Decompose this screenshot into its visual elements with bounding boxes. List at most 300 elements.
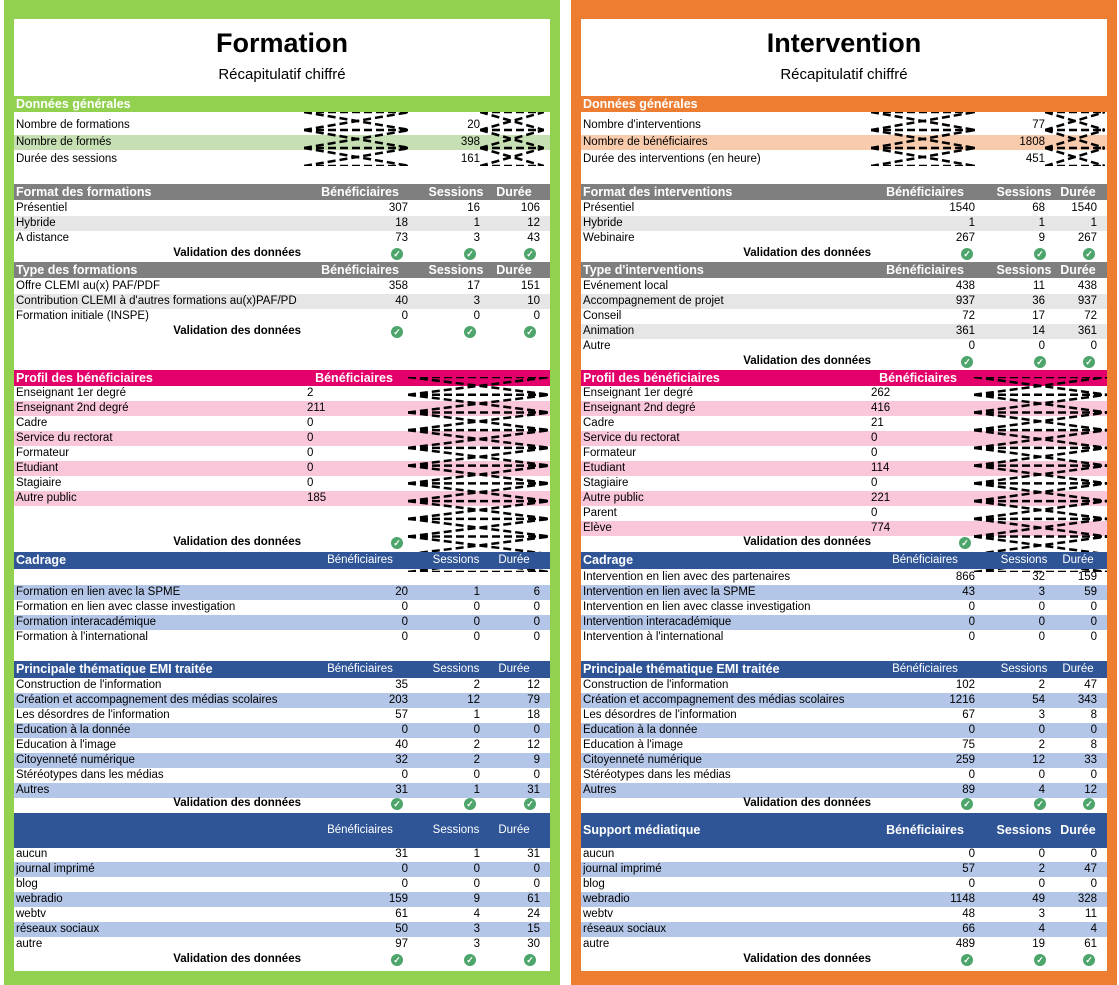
section-header <box>14 813 550 848</box>
table-row <box>581 708 1107 723</box>
row-label: Autre public <box>583 492 644 504</box>
row-label: Présentiel <box>583 202 635 214</box>
row-value: 89 <box>962 784 975 796</box>
row-value: 416 <box>871 402 891 414</box>
table-row <box>581 877 1107 892</box>
row-value: 358 <box>388 280 408 292</box>
table-row <box>581 324 1107 339</box>
row-value: 40 <box>395 739 408 751</box>
row-label: Formateur <box>16 447 70 459</box>
row-value: 438 <box>955 280 975 292</box>
sheet-subtitle: Récapitulatif chiffré <box>780 66 908 83</box>
table-row <box>14 768 550 783</box>
row-label: Nombre d'interventions <box>583 119 701 131</box>
column-header: Bénéficiaires <box>327 663 393 675</box>
validation-label: Validation des données <box>173 797 301 809</box>
row-value: 185 <box>307 492 327 504</box>
row-value: 328 <box>1077 893 1097 905</box>
validation-label: Validation des données <box>173 953 301 965</box>
row-value: 10 <box>527 295 540 307</box>
row-label: Elève <box>583 522 612 534</box>
row-value: 2 <box>473 754 480 766</box>
check-icon: ✓ <box>524 326 536 338</box>
section-header <box>581 552 1107 569</box>
check-icon: ✓ <box>391 954 403 966</box>
row-value: 67 <box>962 709 975 721</box>
column-header: Durée <box>498 824 530 836</box>
row-value: 1216 <box>949 694 975 706</box>
check-icon: ✓ <box>961 248 973 260</box>
check-icon: ✓ <box>961 954 973 966</box>
row-label: Stagiaire <box>583 477 629 489</box>
row-label: Nombre de formés <box>16 136 112 148</box>
row-label: Nombre de formations <box>16 119 130 131</box>
column-header: Durée <box>1062 663 1094 675</box>
row-label: blog <box>16 878 38 890</box>
table-row <box>14 847 550 862</box>
row-value: 0 <box>968 848 975 860</box>
column-header: Sessions <box>432 824 480 836</box>
row-value: 0 <box>533 769 540 781</box>
row-label: réseaux sociaux <box>16 923 100 935</box>
row-value: 9 <box>533 754 540 766</box>
row-value: 0 <box>871 477 878 489</box>
row-label: Intervention en lien avec la SPME <box>583 586 756 598</box>
table-row <box>581 738 1107 753</box>
section-header <box>14 184 550 200</box>
row-value: 937 <box>1077 295 1097 307</box>
table-row <box>581 339 1107 354</box>
section-header <box>581 96 1107 112</box>
table-row <box>14 738 550 753</box>
column-header: Durée <box>1060 263 1096 277</box>
intervention-panel <box>571 0 1117 985</box>
row-value: 0 <box>1090 601 1097 613</box>
row-label: Construction de l'information <box>16 679 162 691</box>
row-label: Durée des interventions (en heure) <box>583 153 761 165</box>
row-value: 32 <box>395 754 408 766</box>
row-value: 0 <box>1038 631 1045 643</box>
row-value: 0 <box>871 432 878 444</box>
row-value: 43 <box>962 586 975 598</box>
row-value: 20 <box>467 119 480 131</box>
validation-label: Validation des données <box>743 536 871 548</box>
row-value: 0 <box>1038 769 1045 781</box>
row-value: 307 <box>388 202 408 214</box>
column-header: Durée <box>1060 185 1096 199</box>
column-header: Durée <box>498 663 530 675</box>
row-label: Intervention interacadémique <box>583 616 732 628</box>
row-label: Evénement local <box>583 280 669 292</box>
row-label: Citoyenneté numérique <box>16 754 135 766</box>
row-label: webradio <box>583 893 630 905</box>
row-value: 21 <box>871 417 884 429</box>
row-value: 267 <box>1077 232 1097 244</box>
check-icon: ✓ <box>1083 954 1095 966</box>
crossed-out-cells <box>480 112 544 166</box>
column-header: Bénéficiaires <box>886 823 964 837</box>
row-value: 0 <box>473 863 480 875</box>
row-label: webradio <box>16 893 63 905</box>
section-header <box>14 262 550 278</box>
row-value: 161 <box>460 153 480 165</box>
row-label: Enseignant 1er degré <box>583 387 693 399</box>
row-label: autre <box>16 938 43 950</box>
row-value: 31 <box>527 784 540 796</box>
row-label: Webinaire <box>583 232 635 244</box>
general-row <box>14 152 550 167</box>
row-value: 3 <box>1038 709 1045 721</box>
table-row <box>581 279 1107 294</box>
row-value: 31 <box>395 784 408 796</box>
check-icon: ✓ <box>391 248 403 260</box>
row-value: 0 <box>1038 848 1045 860</box>
table-row <box>581 937 1107 952</box>
row-value: 0 <box>307 417 314 429</box>
row-value: 1148 <box>950 893 975 905</box>
table-row <box>581 231 1107 246</box>
table-row <box>14 615 550 630</box>
section-title: Données générales <box>16 97 131 111</box>
row-label: Présentiel <box>16 202 68 214</box>
validation-label: Validation des données <box>743 247 871 259</box>
table-row <box>581 678 1107 693</box>
row-value: 12 <box>527 679 540 691</box>
validation-row <box>14 324 550 339</box>
row-value: 61 <box>1084 938 1097 950</box>
row-label: Education à la donnée <box>16 724 131 736</box>
row-value: 12 <box>467 694 480 706</box>
table-row <box>581 723 1107 738</box>
row-value: 32 <box>1032 571 1045 583</box>
section-header <box>14 661 550 678</box>
section-header <box>581 813 1107 848</box>
validation-row <box>14 535 550 550</box>
row-value: 15 <box>527 923 540 935</box>
row-value: 0 <box>1090 878 1097 890</box>
row-value: 0 <box>473 601 480 613</box>
row-value: 0 <box>401 769 408 781</box>
row-value: 0 <box>533 616 540 628</box>
row-label: Autre <box>583 340 611 352</box>
row-label: Formateur <box>583 447 637 459</box>
column-header: Durée <box>1062 554 1094 566</box>
check-icon: ✓ <box>391 326 403 338</box>
row-value: 102 <box>955 679 975 691</box>
column-header: Sessions <box>428 263 484 277</box>
row-label: Hybride <box>583 217 623 229</box>
row-value: 75 <box>962 739 975 751</box>
row-value: 1 <box>1038 217 1045 229</box>
validation-row <box>14 246 550 261</box>
check-icon: ✓ <box>391 798 403 810</box>
row-value: 221 <box>871 492 891 504</box>
row-value: 0 <box>401 631 408 643</box>
row-value: 361 <box>955 325 975 337</box>
row-value: 0 <box>533 310 540 322</box>
row-value: 262 <box>871 387 891 399</box>
row-value: 19 <box>1032 938 1045 950</box>
row-value: 59 <box>1084 586 1097 598</box>
row-value: 0 <box>533 631 540 643</box>
row-value: 50 <box>395 923 408 935</box>
row-value: 3 <box>473 232 480 244</box>
row-value: 0 <box>307 432 314 444</box>
row-value: 2 <box>307 387 314 399</box>
table-row <box>581 216 1107 231</box>
section-header <box>581 262 1107 278</box>
row-value: 40 <box>395 295 408 307</box>
row-value: 0 <box>307 447 314 459</box>
row-label: Parent <box>583 507 617 519</box>
row-value: 0 <box>401 863 408 875</box>
row-value: 73 <box>395 232 408 244</box>
row-value: 0 <box>401 724 408 736</box>
check-icon: ✓ <box>391 537 403 549</box>
row-value: 0 <box>968 878 975 890</box>
row-value: 0 <box>1038 340 1045 352</box>
row-value: 8 <box>1090 709 1097 721</box>
row-value: 866 <box>955 571 975 583</box>
row-value: 451 <box>1025 153 1045 165</box>
row-value: 0 <box>968 631 975 643</box>
row-value: 3 <box>473 295 480 307</box>
table-row <box>581 600 1107 615</box>
row-value: 151 <box>520 280 540 292</box>
table-row <box>14 678 550 693</box>
row-value: 77 <box>1032 119 1045 131</box>
validation-row <box>581 246 1107 261</box>
check-icon: ✓ <box>1083 248 1095 260</box>
row-value: 0 <box>1038 601 1045 613</box>
row-value: 1 <box>473 709 480 721</box>
row-value: 1540 <box>1071 202 1097 214</box>
row-value: 1 <box>473 586 480 598</box>
row-label: Formation en lien avec classe investigation <box>16 601 236 613</box>
crossed-out-cells <box>871 112 975 166</box>
table-row <box>14 294 550 309</box>
row-value: 2 <box>1038 679 1045 691</box>
row-label: Offre CLEMI au(x) PAF/PDF <box>16 280 160 292</box>
check-icon: ✓ <box>1034 798 1046 810</box>
row-value: 0 <box>968 616 975 628</box>
table-row <box>14 630 550 645</box>
row-value: 211 <box>307 402 326 414</box>
row-label: Hybride <box>16 217 56 229</box>
table-row <box>14 708 550 723</box>
row-label: Durée des sessions <box>16 153 117 165</box>
table-row <box>14 922 550 937</box>
row-value: 9 <box>473 893 480 905</box>
column-header: Bénéficiaires <box>892 663 958 675</box>
row-value: 0 <box>533 863 540 875</box>
row-label: Stéréotypes dans les médias <box>583 769 731 781</box>
crossed-out-cells <box>1045 112 1105 166</box>
right-sheet <box>581 19 1107 971</box>
check-icon: ✓ <box>524 248 536 260</box>
row-label: aucun <box>583 848 615 860</box>
general-row <box>14 118 550 133</box>
column-header: Bénéficiaires <box>886 263 964 277</box>
table-row <box>14 862 550 877</box>
row-label: Intervention en lien avec des partenaires <box>583 571 791 583</box>
general-row <box>581 135 1107 150</box>
row-label: Education à la donnée <box>583 724 698 736</box>
column-header: Bénéficiaires <box>879 371 957 385</box>
column-header: Durée <box>496 263 532 277</box>
section-title: Principale thématique EMI traitée <box>583 662 780 676</box>
row-value: 35 <box>395 679 408 691</box>
row-label: Stagiaire <box>16 477 62 489</box>
row-value: 0 <box>401 878 408 890</box>
row-value: 489 <box>955 938 975 950</box>
row-label: Cadre <box>16 417 48 429</box>
general-row <box>581 118 1107 133</box>
row-value: 68 <box>1032 202 1045 214</box>
row-label: journal imprimé <box>16 863 95 875</box>
row-value: 0 <box>871 447 878 459</box>
column-header: Durée <box>496 185 532 199</box>
table-row <box>14 907 550 922</box>
check-icon: ✓ <box>464 326 476 338</box>
row-value: 9 <box>1038 232 1045 244</box>
row-value: 12 <box>1032 754 1045 766</box>
row-value: 33 <box>1084 754 1097 766</box>
row-value: 0 <box>968 724 975 736</box>
row-value: 0 <box>1090 848 1097 860</box>
validation-label: Validation des données <box>173 536 301 548</box>
row-label: Service du rectorat <box>583 432 680 444</box>
column-header: Bénéficiaires <box>892 554 958 566</box>
row-value: 8 <box>1090 739 1097 751</box>
row-value: 14 <box>1032 325 1045 337</box>
column-header: Sessions <box>996 823 1052 837</box>
formation-panel <box>4 0 560 985</box>
row-value: 1808 <box>1019 136 1045 148</box>
row-label: Intervention en lien avec classe investigation <box>583 601 811 613</box>
row-value: 0 <box>1090 724 1097 736</box>
row-value: 0 <box>871 507 878 519</box>
table-row <box>581 630 1107 645</box>
column-header: Sessions <box>996 185 1052 199</box>
table-row <box>581 907 1107 922</box>
check-icon: ✓ <box>464 954 476 966</box>
row-value: 203 <box>388 694 408 706</box>
row-label: Service du rectorat <box>16 432 113 444</box>
sheet-title: Intervention <box>766 28 922 58</box>
general-row <box>14 135 550 150</box>
row-label: Animation <box>583 325 635 337</box>
table-row <box>581 294 1107 309</box>
row-value: 4 <box>1090 923 1097 935</box>
row-value: 0 <box>401 310 408 322</box>
row-value: 47 <box>1084 863 1097 875</box>
column-header: Bénéficiaires <box>321 185 399 199</box>
section-header <box>14 96 550 112</box>
section-header <box>14 552 550 569</box>
row-value: 3 <box>1038 908 1045 920</box>
table-row <box>14 585 550 600</box>
table-row <box>14 753 550 768</box>
row-value: 31 <box>395 848 408 860</box>
check-icon: ✓ <box>961 356 973 368</box>
row-label: Formation à l'international <box>16 631 148 643</box>
row-value: 6 <box>533 586 540 598</box>
row-value: 0 <box>1038 878 1045 890</box>
row-label: Accompagnement de projet <box>583 295 724 307</box>
row-value: 97 <box>395 938 408 950</box>
row-label: Etudiant <box>16 462 59 474</box>
row-value: 0 <box>473 724 480 736</box>
row-value: 0 <box>1038 616 1045 628</box>
row-value: 1 <box>473 848 480 860</box>
validation-label: Validation des données <box>743 797 871 809</box>
row-value: 159 <box>388 893 408 905</box>
row-value: 0 <box>1090 769 1097 781</box>
row-label: Autres <box>16 784 50 796</box>
row-value: 3 <box>473 923 480 935</box>
validation-row <box>581 952 1107 967</box>
row-label: blog <box>583 878 605 890</box>
section-title: Format des interventions <box>583 185 733 199</box>
column-header: Durée <box>1060 823 1096 837</box>
column-header: Sessions <box>996 263 1052 277</box>
table-row <box>14 309 550 324</box>
row-label: autre <box>583 938 610 950</box>
check-icon: ✓ <box>464 798 476 810</box>
column-header: Bénéficiaires <box>886 185 964 199</box>
row-value: 0 <box>473 310 480 322</box>
section-title: Support médiatique <box>583 823 701 837</box>
check-icon: ✓ <box>1034 248 1046 260</box>
table-row <box>14 216 550 231</box>
row-value: 0 <box>968 340 975 352</box>
check-icon: ✓ <box>1083 356 1095 368</box>
row-value: 343 <box>1077 694 1097 706</box>
row-label: Etudiant <box>583 462 626 474</box>
row-label: Enseignant 2nd degré <box>16 402 129 414</box>
row-value: 0 <box>533 724 540 736</box>
validation-label: Validation des données <box>743 953 871 965</box>
validation-label: Validation des données <box>173 247 301 259</box>
column-header: Bénéficiaires <box>315 371 393 385</box>
row-value: 361 <box>1077 325 1097 337</box>
row-label: Enseignant 1er degré <box>16 387 126 399</box>
row-value: 48 <box>962 908 975 920</box>
row-value: 49 <box>1032 893 1045 905</box>
row-label: Création et accompagnement des médias scolaires <box>583 694 845 706</box>
row-value: 774 <box>871 522 891 534</box>
column-header: Bénéficiaires <box>327 824 393 836</box>
row-value: 106 <box>520 202 540 214</box>
table-row <box>581 201 1107 216</box>
row-value: 57 <box>395 709 408 721</box>
validation-label: Validation des données <box>743 355 871 367</box>
table-row <box>581 585 1107 600</box>
row-value: 438 <box>1077 280 1097 292</box>
row-label: Autres <box>583 784 617 796</box>
check-icon: ✓ <box>959 537 971 549</box>
table-row <box>14 693 550 708</box>
column-header: Bénéficiaires <box>327 554 393 566</box>
section-header <box>581 661 1107 678</box>
row-value: 0 <box>533 878 540 890</box>
row-value: 1 <box>968 217 975 229</box>
table-row <box>581 847 1107 862</box>
row-value: 0 <box>1090 631 1097 643</box>
table-row <box>581 693 1107 708</box>
row-value: 12 <box>527 217 540 229</box>
